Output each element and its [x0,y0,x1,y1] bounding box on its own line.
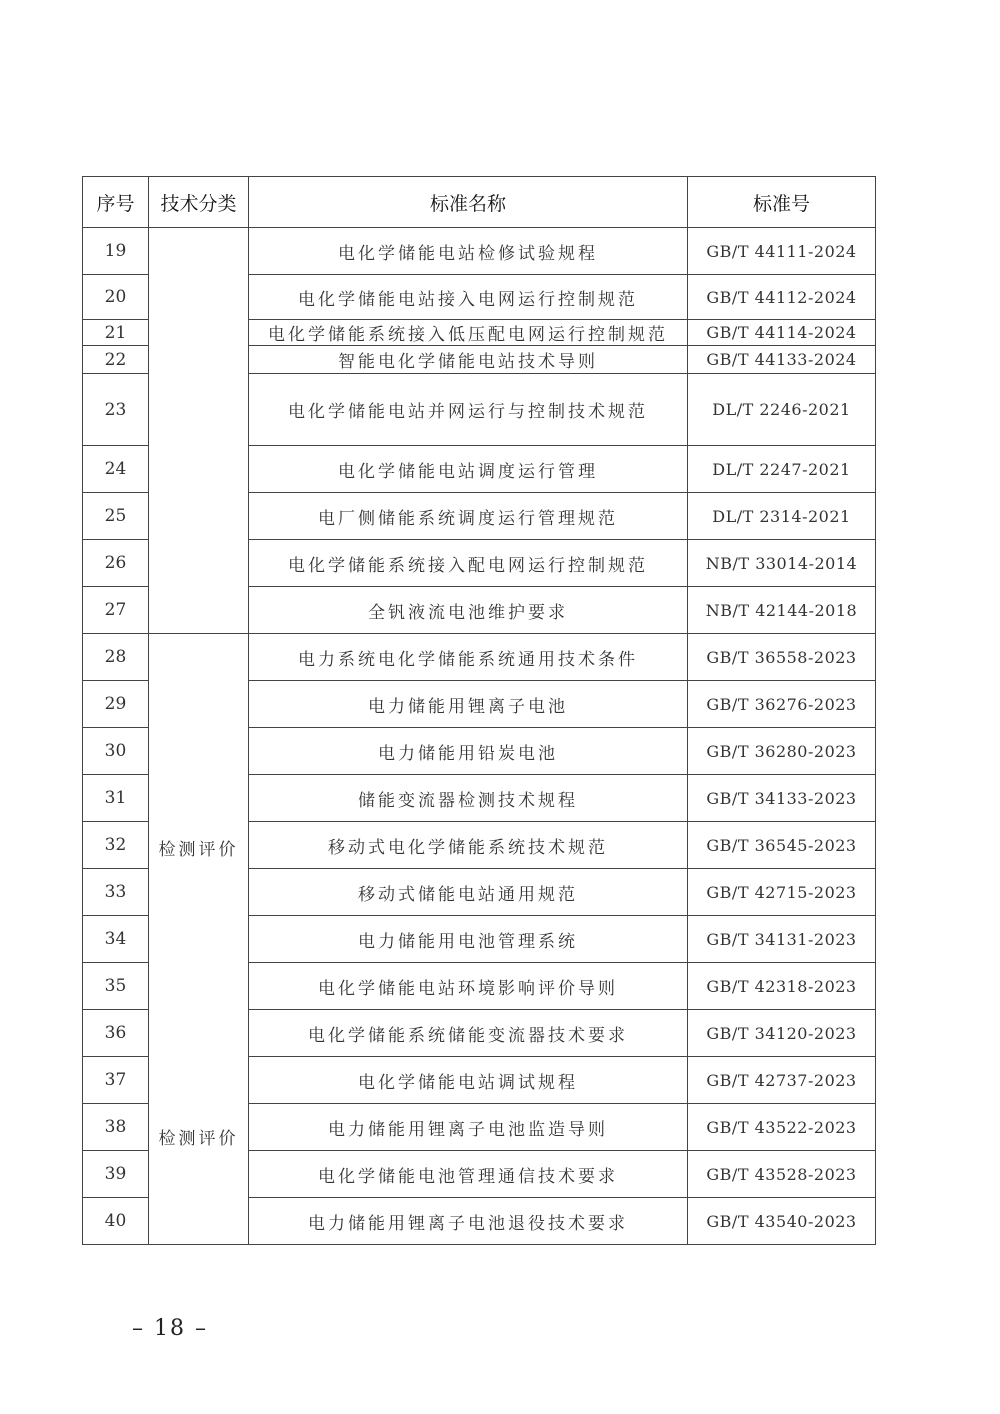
row-seq: 35 [83,963,149,1010]
row-standard-code: GB/T 36558-2023 [688,634,876,681]
row-standard-code: GB/T 34131-2023 [688,916,876,963]
row-standard-name: 电力储能用锂离子电池 [249,681,688,728]
row-standard-code: GB/T 36545-2023 [688,822,876,869]
row-seq: 24 [83,446,149,493]
row-standard-code: GB/T 34120-2023 [688,1010,876,1057]
row-standard-name: 电化学储能电站调度运行管理 [249,446,688,493]
row-standard-name: 电力储能用锂离子电池退役技术要求 [249,1198,688,1245]
row-standard-code: GB/T 44111-2024 [688,228,876,275]
row-standard-name: 电化学储能系统储能变流器技术要求 [249,1010,688,1057]
row-standard-name: 储能变流器检测技术规程 [249,775,688,822]
row-seq: 25 [83,493,149,540]
row-standard-code: DL/T 2247-2021 [688,446,876,493]
header-seq: 序号 [83,177,149,228]
row-standard-name: 电化学储能电站检修试验规程 [249,228,688,275]
row-standard-code: GB/T 42715-2023 [688,869,876,916]
row-seq: 39 [83,1151,149,1198]
category-cell-2 [149,634,249,1245]
row-standard-name: 电化学储能电池管理通信技术要求 [249,1151,688,1198]
row-standard-code: GB/T 43540-2023 [688,1198,876,1245]
row-standard-code: GB/T 42318-2023 [688,963,876,1010]
row-seq: 19 [83,228,149,275]
row-seq: 38 [83,1104,149,1151]
row-seq: 37 [83,1057,149,1104]
row-standard-code: GB/T 43522-2023 [688,1104,876,1151]
row-standard-name: 电力系统电化学储能系统通用技术条件 [249,634,688,681]
table-header-row [83,177,876,228]
row-standard-code: GB/T 44112-2024 [688,275,876,320]
category-label: 检测评价 [158,1128,239,1149]
row-seq: 28 [83,634,149,681]
row-standard-code: NB/T 33014-2014 [688,540,876,587]
row-standard-code: GB/T 43528-2023 [688,1151,876,1198]
row-standard-code: GB/T 44133-2024 [688,346,876,374]
row-standard-code: GB/T 42737-2023 [688,1057,876,1104]
row-standard-name: 电化学储能电站接入电网运行控制规范 [249,275,688,320]
category-cell-1 [149,228,249,634]
row-standard-code: GB/T 36280-2023 [688,728,876,775]
row-standard-code: GB/T 34133-2023 [688,775,876,822]
row-seq: 32 [83,822,149,869]
row-seq: 23 [83,374,149,446]
header-standard-name: 标准名称 [249,177,688,228]
row-standard-name: 电力储能用电池管理系统 [249,916,688,963]
row-standard-name: 移动式电化学储能系统技术规范 [249,822,688,869]
row-seq: 27 [83,587,149,634]
row-standard-name: 电化学储能系统接入配电网运行控制规范 [249,540,688,587]
row-seq: 36 [83,1010,149,1057]
row-seq: 30 [83,728,149,775]
page-number: – 18 – [132,1316,208,1341]
row-seq: 34 [83,916,149,963]
row-standard-code: DL/T 2314-2021 [688,493,876,540]
row-seq: 22 [83,346,149,374]
row-seq: 31 [83,775,149,822]
row-standard-name: 移动式储能电站通用规范 [249,869,688,916]
category-label: 检测评价 [158,839,239,860]
row-standard-name: 电化学储能系统接入低压配电网运行控制规范 [249,320,688,346]
header-standard-code: 标准号 [688,177,876,228]
row-standard-code: NB/T 42144-2018 [688,587,876,634]
row-standard-code: GB/T 36276-2023 [688,681,876,728]
header-category: 技术分类 [149,177,249,228]
row-standard-name: 电化学储能电站调试规程 [249,1057,688,1104]
row-seq: 40 [83,1198,149,1245]
standards-table [82,176,876,1245]
row-standard-name: 电化学储能电站并网运行与控制技术规范 [249,374,688,446]
row-seq: 26 [83,540,149,587]
row-standard-name: 电力储能用铅炭电池 [249,728,688,775]
row-seq: 33 [83,869,149,916]
row-seq: 20 [83,275,149,320]
row-seq: 21 [83,320,149,346]
row-standard-code: DL/T 2246-2021 [688,374,876,446]
row-standard-name: 全钒液流电池维护要求 [249,587,688,634]
row-standard-name: 电力储能用锂离子电池监造导则 [249,1104,688,1151]
table-row [83,228,876,275]
row-seq: 29 [83,681,149,728]
row-standard-code: GB/T 44114-2024 [688,320,876,346]
row-standard-name: 智能电化学储能电站技术导则 [249,346,688,374]
row-standard-name: 电化学储能电站环境影响评价导则 [249,963,688,1010]
table-row [83,634,876,681]
row-standard-name: 电厂侧储能系统调度运行管理规范 [249,493,688,540]
